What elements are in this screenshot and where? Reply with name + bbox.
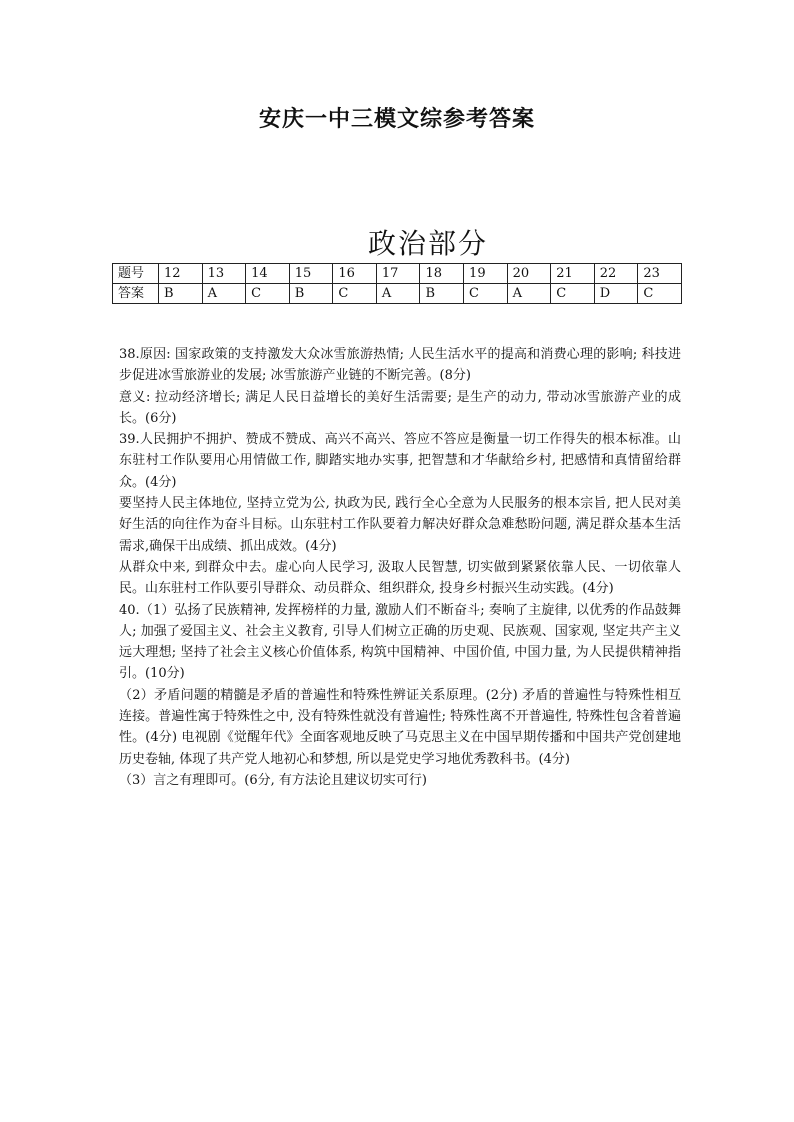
question-number: 22 <box>594 264 638 284</box>
answer-paragraph-38-meaning: 意义: 拉动经济增长; 满足人民日益增长的美好生活需要; 是生产的动力, 带动冰雪旅游产业的成长。(6分) <box>119 389 681 426</box>
question-number: 13 <box>202 264 246 284</box>
answer-table <box>112 263 682 304</box>
answer-body <box>119 344 681 791</box>
answer-cell: C <box>464 284 508 304</box>
question-number: 19 <box>464 264 508 284</box>
answer-cell: B <box>420 284 464 304</box>
answer-paragraph-40-2: （2）矛盾问题的精髓是矛盾的普遍性和特殊性辨证关系原理。(2分) 矛盾的普遍性与特殊性相互连接。普遍性寓于特殊性之中, 没有特殊性就没有普遍性; 特殊性离不开普遍性, 特殊性包含着普遍性。(4分) 电视剧《觉醒年代》全面客观地反映了马克思主义在中国早期传播和中国共产党创建地历史卷轴, 体现了共产党人地初心和梦想, 所以是党史学习地优秀教科书。(4分) <box>119 687 681 767</box>
answer-cell: D <box>594 284 638 304</box>
question-number: 20 <box>507 264 551 284</box>
question-number: 15 <box>289 264 333 284</box>
row-header-answer: 答案 <box>113 284 159 304</box>
answer-cell: A <box>376 284 420 304</box>
answer-paragraph-40-1: 40.（1）弘扬了民族精神, 发挥榜样的力量, 激励人们不断奋斗; 奏响了主旋律, 以优秀的作品鼓舞人; 加强了爱国主义、社会主义教育, 引导人们树立正确的历史观、民族观、国家观, 坚定共产主义远大理想; 坚持了社会主义核心价值体系, 构筑中国精神、中国价值, 中国力量, 为人民提供精神指引。(10分) <box>119 602 681 682</box>
question-number: 18 <box>420 264 464 284</box>
table-row <box>113 284 682 304</box>
row-header-question: 题号 <box>113 264 159 284</box>
document-title: 安庆一中三模文综参考答案 <box>258 107 535 132</box>
table-row <box>113 264 682 284</box>
answer-paragraph-38-reason: 38.原因: 国家政策的支持激发大众冰雪旅游热情; 人民生活水平的提高和消费心理的影响; 科技进步促进冰雪旅游业的发展; 冰雪旅游产业链的不断完善。(8分) <box>119 347 681 384</box>
answer-paragraph-39-c: 从群众中来, 到群众中去。虚心向人民学习, 汲取人民智慧, 切实做到紧紧依靠人民、一切依靠人民。山东驻村工作队要引导群众、动员群众、组织群众, 投身乡村振兴生动实践。(4分) <box>119 559 681 597</box>
answer-cell: C <box>246 284 290 304</box>
answer-cell: C <box>333 284 377 304</box>
section-title: 政治部分 <box>367 227 488 260</box>
answer-paragraph-39-a: 39.人民拥护不拥护、赞成不赞成、高兴不高兴、答应不答应是衡量一切工作得失的根本标准。山东驻村工作队要用心用情做工作, 脚踏实地办实事, 把智慧和才华献给乡村, 把感情和真情留给群众。(4分) <box>119 432 681 490</box>
question-number: 14 <box>246 264 290 284</box>
answer-cell: B <box>289 284 333 304</box>
answer-cell: C <box>638 284 682 304</box>
answer-cell: C <box>551 284 595 304</box>
question-number: 12 <box>159 264 203 284</box>
answer-cell: A <box>507 284 551 304</box>
answer-cell: B <box>159 284 203 304</box>
answer-paragraph-39-b: 要坚持人民主体地位, 坚持立党为公, 执政为民, 践行全心全意为人民服务的根本宗旨, 把人民对美好生活的向往作为奋斗目标。山东驻村工作队要着力解决好群众急难愁盼问题, 满足群众基本生活需求,确保干出成绩、抓出成效。(4分) <box>119 496 681 554</box>
question-number: 23 <box>638 264 682 284</box>
question-number: 16 <box>333 264 377 284</box>
question-number: 21 <box>551 264 595 284</box>
answer-cell: A <box>202 284 246 304</box>
question-number: 17 <box>376 264 420 284</box>
answer-paragraph-40-3: （3）言之有理即可。(6分, 有方法论且建议切实可行) <box>119 772 427 788</box>
